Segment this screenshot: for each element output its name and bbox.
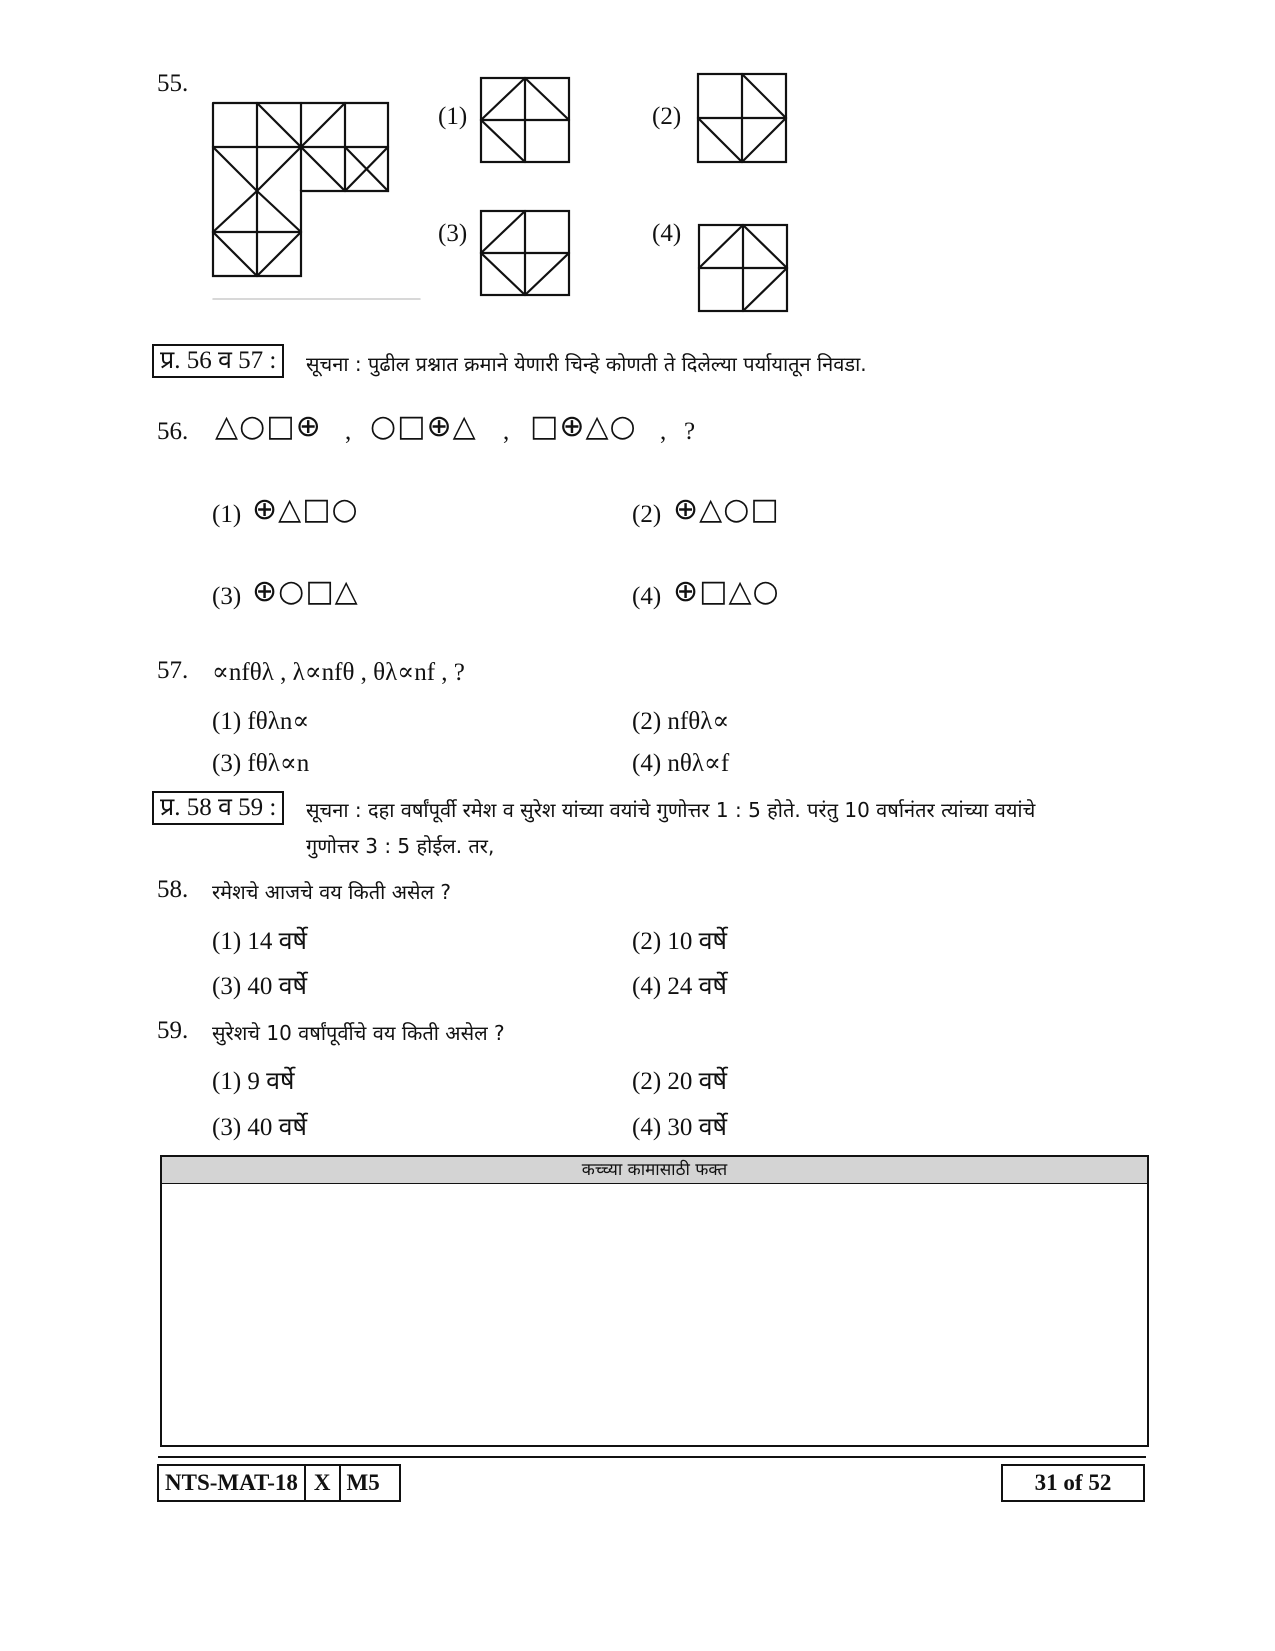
footer-page-number: 31 of 52 — [1001, 1464, 1145, 1502]
q55-option-2-label[interactable]: (2) — [652, 103, 682, 130]
question-55-main-figure — [205, 95, 425, 310]
footer-paper-code: NTS-MAT-18 — [159, 1466, 306, 1500]
q57-option-2[interactable] — [632, 706, 729, 736]
option-label: (2) — [632, 1068, 662, 1095]
question-58-stem: रमेशचे आजचे वय किती असेल ? — [212, 880, 452, 904]
option-label: (4) — [632, 973, 662, 1000]
instruction-58-59-line2: गुणोत्तर 3 : 5 होईल. तर, — [306, 834, 495, 858]
instruction-58-59-line1: सूचना : दहा वर्षांपूर्वी रमेश व सुरेश यांच्या वयांचे गुणोत्तर 1 : 5 होते. परंतु 10 वर्षानंतर त्यांच्या वयांचे — [306, 798, 1036, 822]
option-label: (1) — [212, 708, 242, 735]
q56-sequence-1: △○□⊕ — [215, 409, 322, 444]
q59-option-3[interactable] — [212, 1109, 307, 1143]
instruction-58-59-box: प्र. 58 व 59 : — [152, 791, 284, 825]
q56-option-2-label[interactable]: (2) — [632, 501, 662, 528]
q55-option-4-label[interactable]: (4) — [652, 220, 682, 247]
q59-option-2[interactable] — [632, 1063, 727, 1097]
q56-separator: , — [345, 418, 352, 445]
q56-sequence-2: ○□⊕△ — [370, 409, 477, 444]
instruction-56-57-text: सूचना : पुढील प्रश्नात क्रमाने येणारी चिन्हे कोणती ते दिलेल्या पर्यायातून निवडा. — [306, 352, 867, 376]
footer-code-group — [157, 1464, 401, 1502]
option-label: (4) — [632, 750, 662, 777]
q55-option-3-figure[interactable] — [475, 205, 575, 301]
q56-separator: , — [503, 418, 510, 445]
option-label: (3) — [212, 973, 242, 1000]
option-label: (3) — [212, 1114, 242, 1141]
option-value: fθλn∝ — [247, 708, 310, 735]
q56-option-4-value[interactable]: ⊕□△○ — [673, 574, 780, 609]
question-59-stem: सुरेशचे 10 वर्षांपूर्वीचे वय किती असेल ? — [212, 1021, 505, 1045]
question-57-stem: ∝nfθλ , λ∝nfθ , θλ∝nf , ? — [212, 659, 465, 686]
question-56-number: 56. — [157, 418, 189, 445]
q58-option-2[interactable] — [632, 923, 727, 957]
question-58-number: 58. — [157, 876, 189, 903]
option-value: fθλ∝n — [247, 750, 310, 777]
q58-option-1[interactable] — [212, 923, 307, 957]
question-55-number: 55. — [157, 70, 189, 97]
q56-question-mark: ? — [684, 418, 696, 445]
option-value: 20 वर्षे — [667, 1068, 728, 1095]
q58-option-3[interactable] — [212, 968, 307, 1002]
option-value: nfθλ∝ — [667, 708, 730, 735]
option-value: 24 वर्षे — [667, 973, 728, 1000]
q56-option-1-value[interactable]: ⊕△□○ — [252, 492, 359, 527]
q55-option-4-figure[interactable] — [693, 219, 793, 317]
q57-option-4[interactable] — [632, 748, 729, 778]
q56-option-2-value[interactable]: ⊕△○□ — [673, 492, 780, 527]
q58-option-4[interactable] — [632, 968, 727, 1002]
footer-set: X — [306, 1466, 341, 1500]
option-value: 10 वर्षे — [667, 928, 728, 955]
q56-sequence-3: □⊕△○ — [530, 409, 637, 444]
option-value: 40 वर्षे — [247, 973, 308, 1000]
rough-work-area[interactable] — [160, 1155, 1149, 1447]
option-label: (3) — [212, 750, 242, 777]
footer-divider — [158, 1456, 1146, 1458]
q59-option-4[interactable] — [632, 1109, 727, 1143]
q55-option-1-label[interactable]: (1) — [438, 103, 468, 130]
option-value: 40 वर्षे — [247, 1114, 308, 1141]
option-label: (4) — [632, 1114, 662, 1141]
question-59-number: 59. — [157, 1017, 189, 1044]
instruction-56-57-box: प्र. 56 व 57 : — [152, 344, 284, 378]
q57-option-3[interactable] — [212, 748, 309, 778]
option-value: nθλ∝f — [667, 750, 730, 777]
footer-medium: M5 — [346, 1470, 380, 1495]
option-label: (2) — [632, 928, 662, 955]
question-57-number: 57. — [157, 657, 189, 684]
q55-option-3-label[interactable]: (3) — [438, 220, 468, 247]
q55-option-1-figure[interactable] — [475, 72, 575, 168]
q56-option-3-label[interactable]: (3) — [212, 583, 242, 610]
rough-work-title: कच्च्या कामासाठी फक्त — [162, 1157, 1147, 1184]
q55-option-2-figure[interactable] — [692, 68, 792, 168]
option-label: (1) — [212, 1068, 242, 1095]
option-label: (1) — [212, 928, 242, 955]
q56-separator: , — [660, 418, 667, 445]
q56-option-3-value[interactable]: ⊕○□△ — [252, 574, 359, 609]
q57-option-1[interactable] — [212, 706, 309, 736]
option-value: 30 वर्षे — [667, 1114, 728, 1141]
option-value: 14 वर्षे — [247, 928, 308, 955]
option-label: (2) — [632, 708, 662, 735]
q59-option-1[interactable] — [212, 1063, 295, 1097]
q56-option-1-label[interactable]: (1) — [212, 501, 242, 528]
option-value: 9 वर्षे — [247, 1068, 295, 1095]
q56-option-4-label[interactable]: (4) — [632, 583, 662, 610]
